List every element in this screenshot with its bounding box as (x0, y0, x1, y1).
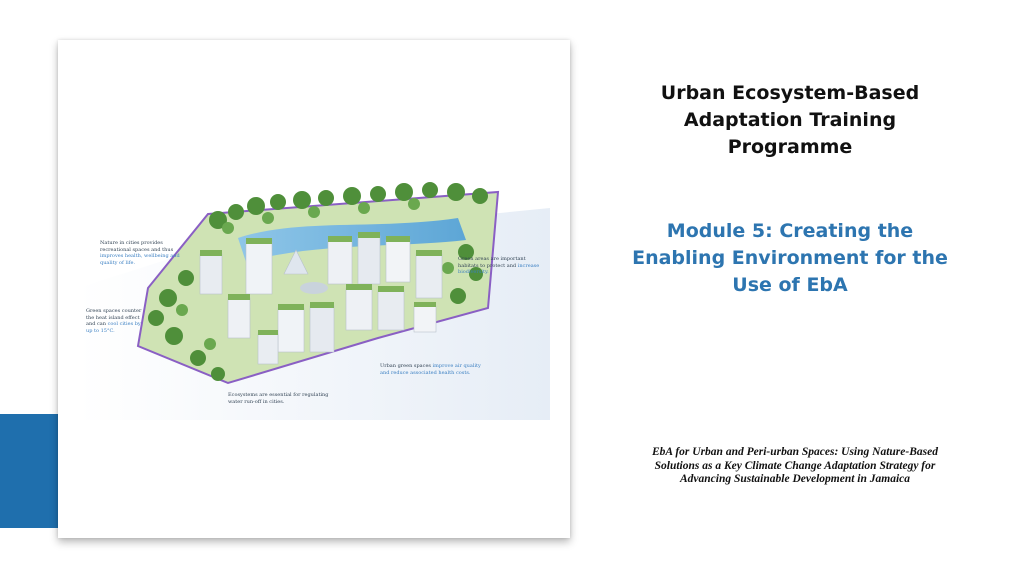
callout-text: Nature in cities provides recreational spaces and thus (100, 240, 174, 253)
module-title: Module 5: Creating the Enabling Environment for the Use of EbA (632, 220, 948, 296)
callout-text: Green areas are important habitats to protect and (458, 256, 526, 269)
slide-caption: EbA for Urban and Peri-urban Spaces: Using Nature-Based Solutions as a Key Climate Change Adaptation Strategy for Advancing Sustainable Development in Jamaica (652, 446, 938, 485)
callout-highlight: cool cities by up to 15°C. (86, 321, 141, 334)
callout-text: Green spaces counter the heat island effect and can (86, 308, 142, 328)
callout-recreation (100, 240, 190, 266)
callout-water-runoff (228, 392, 332, 405)
callout-text: Urban green spaces (380, 363, 433, 369)
callout-heat-island (86, 308, 148, 334)
callout-highlight: improve air quality and reduce associated health costs. (380, 363, 481, 376)
callout-biodiversity (458, 256, 544, 276)
city-diagram (78, 178, 550, 420)
callout-text: Ecosystems are essential for regulating water run-off in cities. (228, 392, 329, 405)
urban-eba-illustration (78, 178, 550, 420)
callout-highlight: increase biodiversity. (458, 262, 540, 276)
slide-title: Urban Ecosystem-Based Adaptation Training Programme (660, 82, 920, 158)
accent-bar (0, 414, 58, 528)
plaza (300, 282, 328, 294)
callout-highlight: improves health, wellbeing and quality of life. (100, 253, 180, 266)
callout-air-quality (380, 363, 490, 376)
